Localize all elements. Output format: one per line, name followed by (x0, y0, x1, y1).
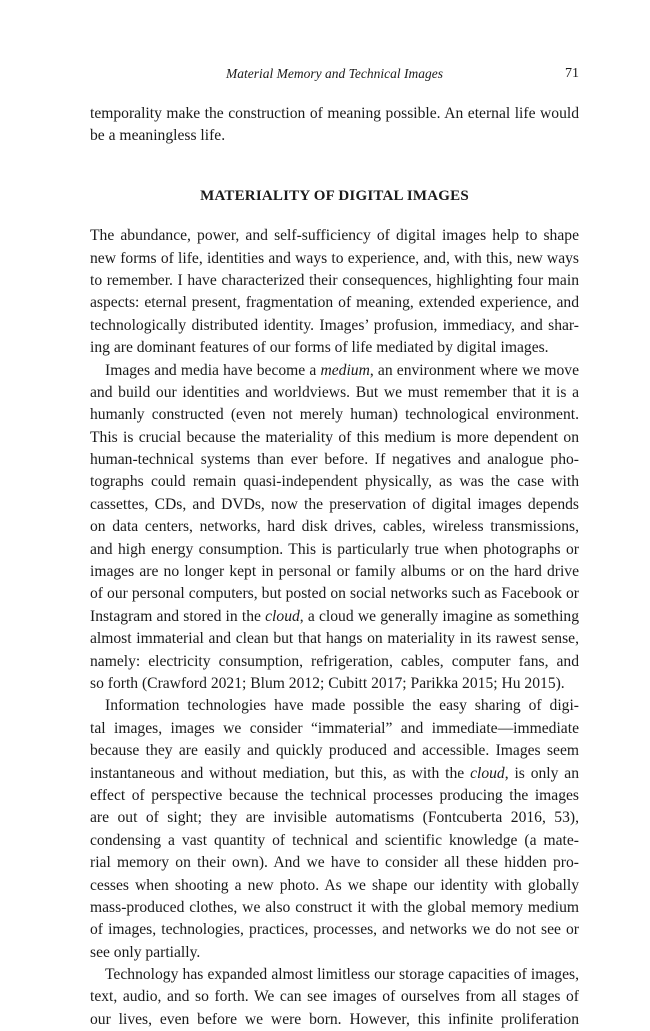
section-heading: MATERIALITY OF DIGITAL IMAGES (200, 187, 469, 204)
text-line: namely: electricity consumption, refrigeration, cables, computer fans, and (90, 652, 579, 670)
text-line: on data centers, networks, hard disk drives, cables, wireless transmissions, (90, 518, 579, 536)
paragraph (90, 225, 579, 359)
paragraph (90, 695, 579, 964)
running-title: Material Memory and Technical Images (226, 66, 443, 81)
text-line: text, audio, and so forth. We can see images of ourselves from all stages of (90, 988, 579, 1006)
text-line: mass-produced clothes, we also construct it with the global memory medium (90, 898, 579, 916)
text-line: This is crucial because the materiality of this medium is more dependent on (90, 428, 579, 446)
text-line: temporality make the construction of meaning possible. An eternal life would (90, 105, 579, 122)
paragraphs (90, 225, 579, 1031)
text-line: because they are easily and quickly produced and accessible. Images seem (90, 742, 579, 760)
text-line: are out of sight; they are invisible automatisms (Fontcuberta 2016, 53), (90, 809, 579, 827)
text-line: Instagram and stored in the cloud, a cloud we generally imagine as something (90, 607, 580, 625)
text-line: our lives, even before we were born. However, this infinite proliferation (90, 1010, 579, 1028)
text-line: condensing a vast quantity of technical and scientific knowledge (a mate- (90, 831, 579, 849)
body-text (90, 103, 579, 1031)
text-line: aspects: eternal present, fragmentation of meaning, extended experience, and (90, 294, 579, 312)
text-line: effect of perspective because the technical processes producing the images (90, 786, 579, 804)
text-line: Images and media have become a medium, an environment where we move (105, 361, 580, 379)
text-line: to remember. I have characterized their consequences, highlighting four main (90, 271, 579, 289)
text-line: almost immaterial and clean but that hangs on materiality in its rawest sense, (90, 630, 579, 648)
text-line: be a meaningless life. (90, 127, 226, 145)
text-line: and high energy consumption. This is particularly true when photographs or (90, 540, 579, 558)
paragraph (90, 964, 579, 1031)
text-line: ing are dominant features of our forms of life mediated by digital images. (90, 339, 549, 357)
running-head (90, 64, 579, 86)
text-line: Information technologies have made possible the easy sharing of digi- (105, 697, 579, 715)
text-line: so forth (Crawford 2021; Blum 2012; Cubitt 2017; Parikka 2015; Hu 2015). (90, 675, 565, 692)
text-line: Technology has expanded almost limitless our storage capacities of images, (105, 966, 579, 984)
book-page (90, 64, 579, 1031)
text-line: images are no longer kept in personal or family albums or on the hard drive (90, 563, 579, 581)
text-line: instantaneous and without mediation, but this, as with the cloud, is only an (90, 764, 580, 782)
text-line: human-technical systems than ever before. If negatives and analogue pho- (90, 451, 579, 469)
text-line: of our personal computers, but posted on social networks such as Facebook or (90, 585, 579, 603)
text-line: The abundance, power, and self-sufficiency of digital images help to shape (90, 227, 579, 245)
text-line: technologically distributed identity. Images’ profusion, immediacy, and shar- (90, 316, 579, 334)
paragraph (90, 360, 579, 696)
text-line: tographs could remain quasi-independent physically, as was the case with (90, 473, 579, 491)
text-line: humanly constructed (even not merely human) technological environment. (90, 406, 579, 424)
text-line: rial memory on their own). And we have to consider all these hidden pro- (90, 854, 579, 872)
text-line: and build our identities and worldviews. But we must remember that it is a (90, 383, 579, 401)
page-number: 71 (565, 66, 579, 81)
intro-paragraph (90, 103, 579, 148)
text-line: cassettes, CDs, and DVDs, now the preservation of digital images depends (90, 495, 579, 513)
text-line: cesses when shooting a new photo. As we shape our identity with globally (90, 876, 579, 894)
text-line: see only partially. (90, 943, 201, 961)
text-line: new forms of life, identities and ways to experience, and, with this, new ways (90, 249, 579, 267)
text-line: tal images, images we consider “immaterial” and immediate—immediate (90, 719, 579, 737)
text-line: of images, technologies, practices, processes, and networks we do not see or (90, 921, 579, 939)
